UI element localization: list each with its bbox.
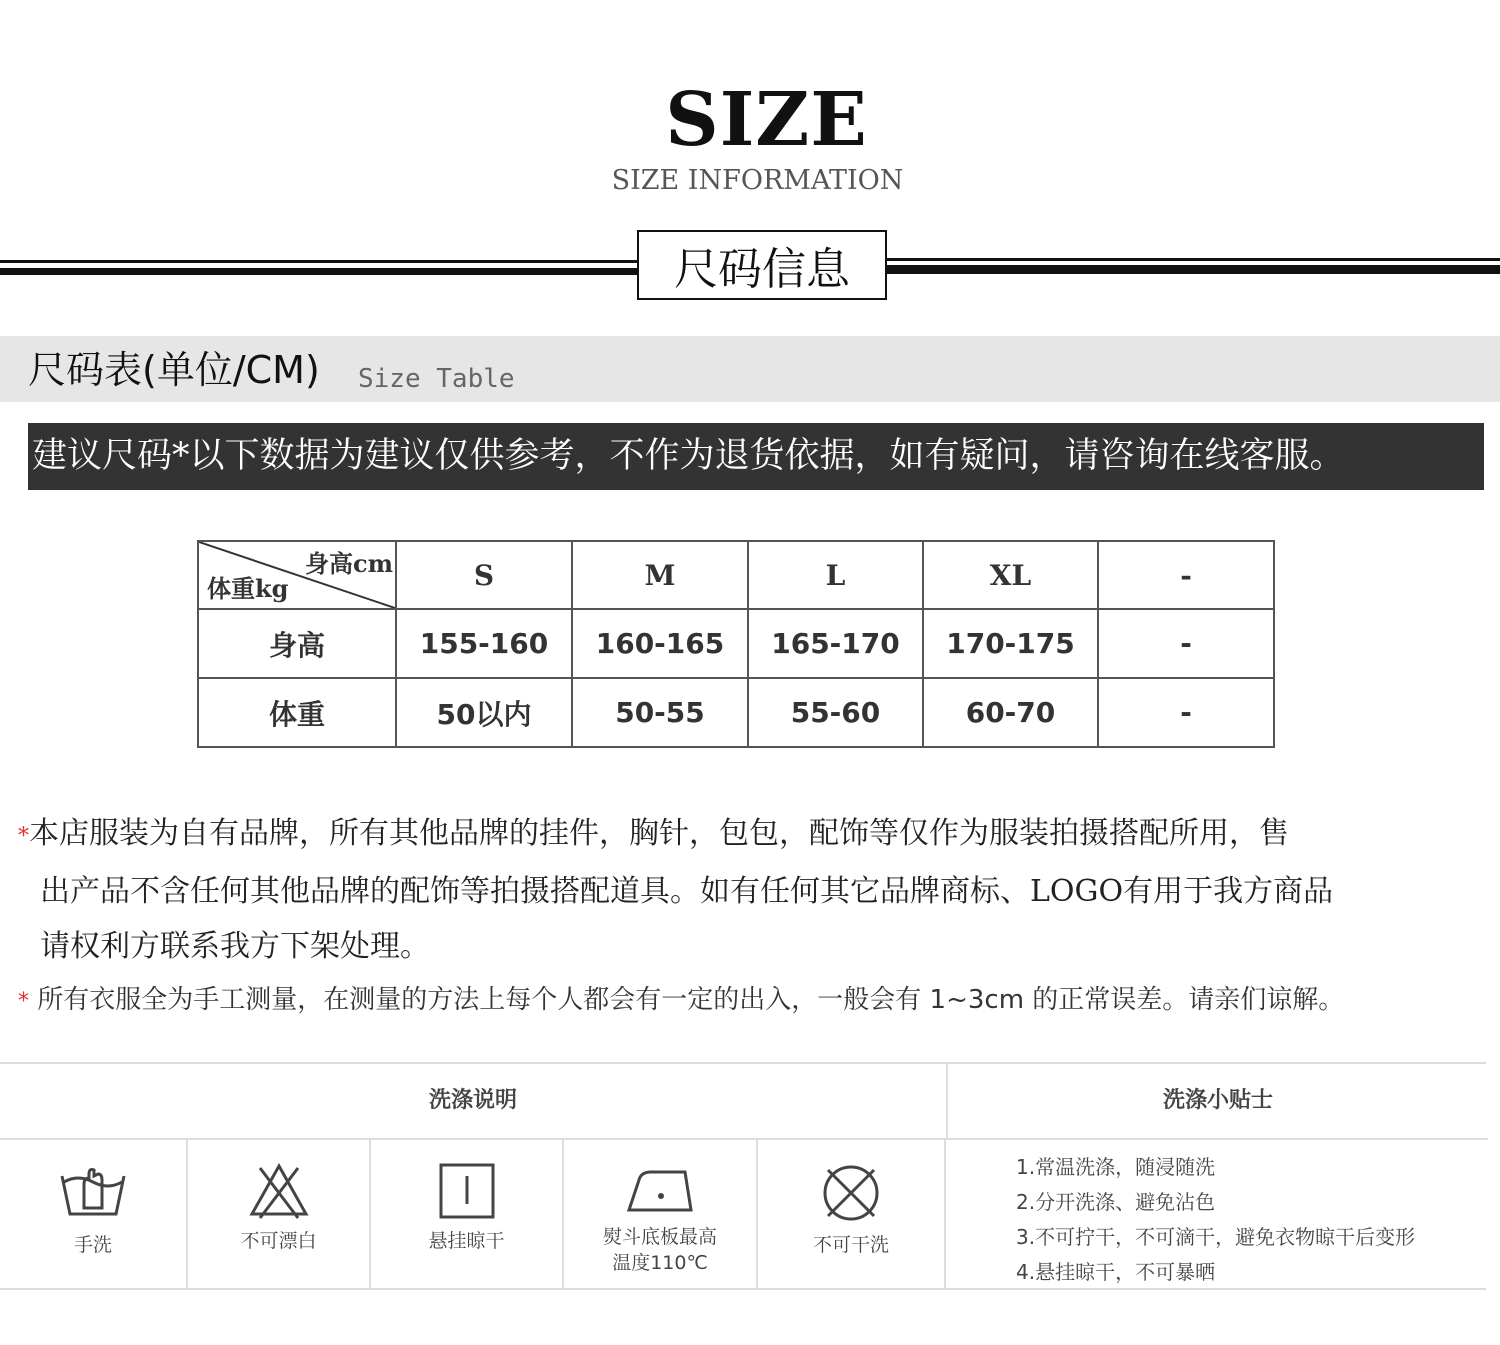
table-cell: 170-175 <box>923 609 1098 678</box>
list-item: 2.分开洗涤、避免沾色 <box>1016 1190 1216 1214</box>
wash-label: 不可漂白 <box>240 1230 317 1252</box>
note1-line1: 本店服装为自有品牌，所有其他品牌的挂件，胸针，包包，配饰等仅作为服装拍摄搭配所用，售 <box>29 816 1289 851</box>
note-star: * <box>18 989 29 1014</box>
wash-label: 悬挂晾干 <box>428 1230 505 1252</box>
list-item: 1.常温洗涤，随浸随洗 <box>1016 1155 1216 1179</box>
list-item: 4.悬挂晾干，不可暴晒 <box>1016 1260 1216 1284</box>
size-table-title-en: Size Table <box>358 364 515 394</box>
no-dry-clean-icon <box>820 1162 882 1224</box>
table-corner-cell <box>198 541 396 609</box>
size-table <box>197 540 1275 748</box>
table-header-row <box>198 541 1274 609</box>
note2-text: 所有衣服全为手工测量，在测量的方法上每个人都会有一定的出入，一般会有 1~3cm 的正常误差。请亲们谅解。 <box>37 985 1345 1015</box>
size-col-header: S <box>396 541 572 609</box>
wash-item-iron <box>564 1140 758 1288</box>
table-cell: 155-160 <box>396 609 572 678</box>
size-col-header: M <box>572 541 748 609</box>
washing-instructions-title: 洗涤说明 <box>0 1064 946 1140</box>
wash-label: 熨斗底板最高 <box>602 1226 717 1248</box>
table-cell: 50以内 <box>396 678 572 747</box>
size-notice-banner: 建议尺码*以下数据为建议仅供参考，不作为退货依据，如有疑问，请咨询在线客服。 <box>28 423 1484 490</box>
wash-item-no-bleach <box>188 1140 371 1288</box>
measurement-note <box>18 980 1483 1022</box>
wash-label-2: 温度110℃ <box>612 1252 708 1274</box>
washing-tips <box>948 1140 1486 1288</box>
no-bleach-icon <box>248 1162 310 1220</box>
wash-label: 手洗 <box>73 1234 112 1256</box>
washing-tips-title: 洗涤小贴士 <box>946 1064 1488 1140</box>
page-title: SIZE <box>665 77 868 163</box>
table-cell: 60-70 <box>923 678 1098 747</box>
hang-dry-icon <box>438 1162 496 1220</box>
wash-item-hang-dry <box>371 1140 564 1288</box>
note-star: * <box>18 824 29 849</box>
table-cell: 50-55 <box>572 678 748 747</box>
size-col-header: L <box>748 541 923 609</box>
table-cell: - <box>1098 678 1274 747</box>
size-col-header: - <box>1098 541 1274 609</box>
row-label-weight: 体重 <box>198 678 396 747</box>
table-row <box>198 678 1274 747</box>
header-rule-right <box>886 258 1500 276</box>
page-subtitle: SIZE INFORMATION <box>611 165 904 196</box>
table-cell: 165-170 <box>748 609 923 678</box>
wash-label: 不可干洗 <box>812 1234 889 1256</box>
size-col-header: XL <box>923 541 1098 609</box>
size-table-title: 尺码表(单位/CM) <box>28 348 320 392</box>
table-cell: 55-60 <box>748 678 923 747</box>
list-item: 3.不可拧干，不可滴干，避免衣物晾干后变形 <box>1016 1225 1416 1249</box>
corner-height-label: 身高cm <box>304 549 393 578</box>
wash-item-no-dry-clean <box>758 1140 946 1288</box>
section-label: 尺码信息 <box>637 230 887 300</box>
wash-item-hand-wash <box>0 1140 188 1288</box>
row-label-height: 身高 <box>198 609 396 678</box>
table-row <box>198 609 1274 678</box>
header-rule-left <box>0 260 638 278</box>
iron-icon <box>625 1166 695 1216</box>
note1-line2: 出产品不含任何其他品牌的配饰等拍摄搭配道具。如有任何其它品牌商标、LOGO有用于我方商品 <box>40 874 1334 909</box>
washing-section <box>0 1062 1486 1290</box>
brand-disclaimer-note <box>18 806 1483 974</box>
table-cell: 160-165 <box>572 609 748 678</box>
hand-wash-icon <box>58 1162 128 1224</box>
note1-line3: 请权利方联系我方下架处理。 <box>40 929 430 964</box>
corner-weight-label: 体重kg <box>207 574 289 603</box>
table-cell: - <box>1098 609 1274 678</box>
